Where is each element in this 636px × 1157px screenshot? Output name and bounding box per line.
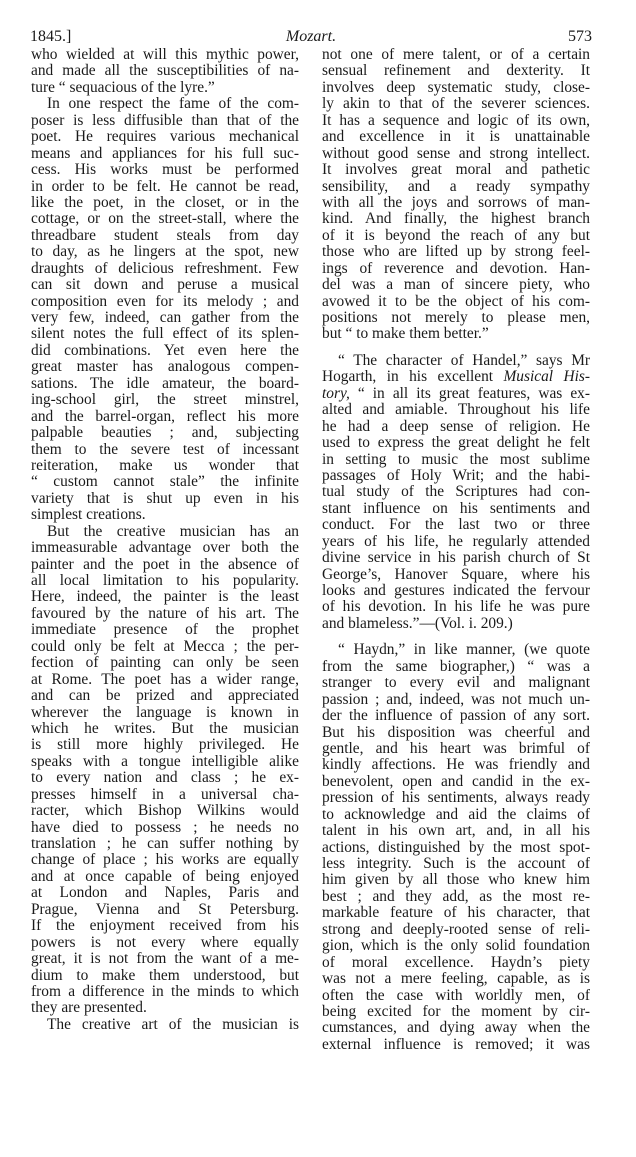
text-line (31, 162, 299, 178)
line-text: cess. His works must be performed (31, 161, 299, 179)
text-line (31, 705, 299, 721)
line-text: passion ; and, indeed, was not much un- (322, 690, 590, 708)
italic-title: Musical His- (503, 368, 591, 386)
line-text: poser is less diffusible than that of the (31, 111, 299, 129)
text-line (322, 988, 590, 1004)
text-line (322, 1037, 590, 1053)
line-text: could only be felt at Mecca ; the per- (31, 637, 299, 655)
line-text: of his devotion. In his life he was pure (322, 598, 590, 616)
text-line (322, 353, 590, 369)
line-text: But the creative musician has an (47, 522, 299, 540)
text-line (31, 294, 299, 310)
text-line (31, 146, 299, 162)
italic-title: tory, (322, 384, 350, 402)
line-text: and can be prized and appreciated (31, 687, 299, 705)
header-title: Mozart. (285, 28, 337, 45)
line-text: tual study of the Scriptures had con- (322, 483, 590, 501)
line-text: dium to make them understood, but (31, 966, 299, 984)
text-line (322, 277, 590, 293)
line-text: talent in his own art, and, in all his (322, 822, 590, 840)
line-text: But his disposition was cheerful and (322, 723, 590, 741)
line-text: often the case with worldly men, of (322, 986, 590, 1004)
text-line (31, 507, 299, 523)
text-line (322, 807, 590, 823)
paragraph-music-study (322, 47, 590, 343)
line-text: ly akin to that of the severer sciences. (322, 95, 590, 113)
text-line (322, 294, 590, 310)
line-text: Prague, Vienna and St Petersburg. (31, 900, 299, 918)
line-text: those who are lifted up by strong feel- (322, 243, 590, 261)
text-line (31, 343, 299, 359)
line-text: great master has analogous compen- (31, 358, 299, 376)
line-text: George’s, Hanover Square, where his (322, 565, 590, 583)
text-line (31, 425, 299, 441)
text-line (31, 96, 299, 112)
line-text: simplest creations. (31, 506, 146, 524)
line-text: stant influence on his sentiments and (322, 499, 590, 517)
text-line (322, 1004, 590, 1020)
line-text: ings of reverence and devotion. Han- (322, 259, 590, 277)
line-text: years of his life, he regularly attended (322, 532, 590, 550)
quote-handel (322, 353, 590, 632)
text-line (31, 524, 299, 540)
text-line (31, 885, 299, 901)
line-text: presses himself in a universal cha- (31, 785, 299, 803)
line-text: “ The character of Handel,” says Mr (338, 351, 590, 369)
text-line (31, 672, 299, 688)
line-text: palpable beauties ; and, subjecting (31, 424, 299, 442)
line-text: gentle, and his heart was brimful of (322, 739, 590, 757)
text-line (322, 840, 590, 856)
text-line (322, 823, 590, 839)
text-line (322, 195, 590, 211)
line-text: means and appliances for his full suc- (31, 144, 299, 162)
text-line (31, 984, 299, 1000)
text-line (31, 820, 299, 836)
text-line (322, 501, 590, 517)
text-line (31, 639, 299, 655)
text-line (322, 228, 590, 244)
text-line (322, 725, 590, 741)
line-text: he had a deep sense of religion. He (322, 417, 590, 435)
text-line (322, 452, 590, 468)
text-line (322, 261, 590, 277)
line-text: can sit down and peruse a musical (31, 276, 299, 294)
line-text: involves deep systematic study, close- (322, 78, 590, 96)
line-text: immediate presence of the prophet (31, 621, 299, 639)
line-text: in order to be felt. He cannot be read, (31, 177, 299, 195)
text-line (322, 47, 590, 63)
line-text: “ in all its great features, was ex- (349, 384, 590, 402)
header-year: 1845.] (30, 28, 72, 45)
text-line (322, 583, 590, 599)
text-line (31, 968, 299, 984)
line-text: actions, distinguished by the most spot- (322, 838, 590, 856)
line-text: threadbare student steals from day (31, 226, 299, 244)
line-text: Hogarth, in his excellent (322, 368, 504, 386)
running-header (30, 28, 592, 48)
text-line (31, 458, 299, 474)
text-line (322, 113, 590, 129)
text-line (31, 918, 299, 934)
line-text: racter, which Bishop Wilkins would (31, 802, 299, 820)
line-text: fection of painting can only be seen (31, 654, 299, 672)
line-text: avowed it to be the object of his com- (322, 292, 590, 310)
line-text: stranger to every evil and malignant (322, 674, 590, 692)
text-line (31, 442, 299, 458)
line-text: markable feature of his character, that (322, 904, 590, 922)
line-text: speaks with a tongue intelligible alike (31, 752, 299, 770)
text-line (322, 386, 590, 402)
text-line (322, 129, 590, 145)
text-line (322, 741, 590, 757)
text-line (31, 770, 299, 786)
line-text: alted and amiable. Throughout his life (322, 401, 590, 419)
text-line (31, 63, 299, 79)
text-line (322, 310, 590, 326)
line-text: him given by all those who knew him (322, 871, 590, 889)
text-line (31, 195, 299, 211)
text-line (322, 938, 590, 954)
line-text: It involves great moral and pathetic (322, 161, 590, 179)
text-line (31, 754, 299, 770)
text-line (31, 211, 299, 227)
text-line (322, 692, 590, 708)
text-line (322, 708, 590, 724)
text-line (322, 905, 590, 921)
line-text: poet. He requires various mechanical (31, 128, 299, 146)
text-line (322, 757, 590, 773)
text-line (322, 955, 590, 971)
line-text: very few, indeed, can gather from the (31, 309, 299, 326)
text-line (322, 856, 590, 872)
text-line (31, 902, 299, 918)
text-line (31, 557, 299, 573)
text-line (322, 1020, 590, 1036)
text-line (322, 80, 590, 96)
text-line (31, 474, 299, 490)
text-line (31, 409, 299, 425)
text-line (31, 179, 299, 195)
text-line (322, 889, 590, 905)
text-line (31, 573, 299, 589)
line-text: have died to possess ; he needs no (31, 818, 299, 836)
line-text: sations. The idle amateur, the board- (31, 374, 299, 392)
left-column (31, 47, 299, 1033)
text-line (322, 96, 590, 112)
line-text: variety that is shut up even in his (31, 489, 299, 507)
line-text: of it is beyond the reach of any but (322, 226, 590, 244)
line-text: who wielded at will this mythic power, (31, 46, 299, 63)
line-text: It has a sequence and logic of its own, (322, 111, 590, 129)
text-line (31, 951, 299, 967)
line-text: positions not merely to please men, (322, 309, 590, 326)
line-text: draughts of delicious refreshment. Few (31, 259, 299, 277)
line-text: pression of his sentiments, always ready (322, 789, 590, 807)
text-line (31, 129, 299, 145)
text-line (31, 491, 299, 507)
text-line (31, 655, 299, 671)
line-text: wherever the language is known in (31, 703, 299, 721)
line-text: not one of mere talent, or of a certain (322, 46, 590, 63)
text-line (322, 179, 590, 195)
line-text: composition even for its melody ; and (31, 292, 299, 310)
line-text: ing-school girl, the street minstrel, (31, 391, 299, 409)
text-line (31, 228, 299, 244)
line-text: from a difference in the minds to which (31, 982, 299, 1000)
text-line (31, 376, 299, 392)
text-line (31, 392, 299, 408)
line-text: all local limitation to his popularity. (31, 572, 299, 589)
line-text: If the enjoyment received from his (31, 917, 299, 935)
line-text: is still more highly privileged. He (31, 736, 299, 754)
line-text: favoured by the nature of his art. The (31, 604, 299, 622)
line-text: painter and the poet in the absence of (31, 555, 299, 573)
line-text: gion, which is the only solid foundation (322, 937, 590, 955)
text-line (31, 80, 299, 96)
line-text: like the poet, in the closet, or in the (31, 193, 299, 211)
text-line (31, 326, 299, 342)
line-text: powers is not every where equally (31, 933, 299, 951)
text-line (31, 1017, 299, 1033)
line-text: The creative art of the musician is (47, 1015, 299, 1033)
line-text: sensibility, and a ready sympathy (322, 177, 590, 195)
line-text: and excellence in it is unattainable (322, 128, 590, 146)
text-line (322, 922, 590, 938)
text-line (322, 435, 590, 451)
text-line (322, 971, 590, 987)
line-text: and blameless.”—(Vol. i. 209.) (322, 614, 513, 632)
text-line (322, 484, 590, 500)
text-line (322, 642, 590, 658)
text-line (31, 277, 299, 293)
line-text: did combinations. Yet even here the (31, 341, 299, 359)
text-line (322, 244, 590, 260)
text-line (31, 359, 299, 375)
text-line (322, 468, 590, 484)
line-text: silent notes the full effect of its splen- (31, 325, 299, 343)
text-line (322, 872, 590, 888)
line-text: reiteration, make us wonder that (31, 456, 299, 474)
text-line (322, 675, 590, 691)
line-text: translation ; he can suffer nothing by (31, 835, 299, 852)
line-text: change of place ; his works are equally (31, 851, 299, 869)
line-text: them to the severe test of incessant (31, 440, 299, 458)
line-text: immeasurable advantage over both the (31, 539, 299, 557)
line-text: and the barrel-organ, reflect his more (31, 407, 299, 425)
line-text: cottage, or on the street-stall, where the (31, 210, 299, 228)
text-line (31, 935, 299, 951)
line-text: and at once capable of being enjoyed (31, 867, 299, 885)
line-text: great, it is not from the want of a me- (31, 950, 299, 968)
text-line (322, 211, 590, 227)
text-line (322, 790, 590, 806)
text-line (322, 534, 590, 550)
line-text: but “ to make them better.” (322, 325, 489, 343)
line-text: at Rome. The poet has a wider range, (31, 670, 299, 688)
text-line (322, 146, 590, 162)
line-text: was not a mere feeling, capable, as is (322, 970, 590, 988)
text-line (31, 47, 299, 63)
text-line (31, 540, 299, 556)
line-text: kind. And finally, the highest branch (322, 210, 590, 228)
line-text: to every nation and class ; he ex- (31, 769, 299, 787)
line-text: looks and gestures indicated the fervour (322, 582, 590, 599)
line-text: cumstances, and dying away when the (322, 1019, 590, 1037)
line-text: which he writes. But the musician (31, 719, 299, 737)
text-line (322, 616, 590, 632)
line-text: to acknowledge and aid the claims of (322, 805, 590, 823)
line-text: der the influence of passion of any sort. (322, 707, 590, 725)
text-line (31, 737, 299, 753)
text-line (31, 606, 299, 622)
right-column (322, 47, 590, 1053)
line-text: Here, indeed, the painter is the least (31, 588, 299, 606)
text-line (31, 589, 299, 605)
line-text: sensual refinement and dexterity. It (322, 62, 590, 80)
text-line (31, 836, 299, 852)
line-text: In one respect the fame of the com- (47, 95, 299, 113)
text-line (31, 622, 299, 638)
line-text: external influence is removed; it was (322, 1035, 590, 1053)
line-text: strong and deeply-rooted sense of reli- (322, 920, 590, 938)
text-line (322, 162, 590, 178)
text-line (31, 310, 299, 326)
line-text: used to express the great delight he felt (322, 434, 590, 452)
text-line (322, 369, 590, 385)
text-line (322, 419, 590, 435)
text-line (31, 113, 299, 129)
line-text: conduct. For the last two or three (322, 516, 590, 534)
text-line (322, 659, 590, 675)
text-line (31, 721, 299, 737)
text-line (31, 688, 299, 704)
quote-haydn (322, 642, 590, 1053)
line-text: best ; and they add, as the most re- (322, 887, 590, 905)
line-text: “ Haydn,” in like manner, (we quote (338, 641, 590, 659)
line-text: in setting to music the most sublime (322, 450, 590, 468)
line-text: from the same biographer,) “ was a (322, 657, 590, 675)
text-line (31, 244, 299, 260)
text-line (31, 803, 299, 819)
text-line (31, 852, 299, 868)
text-line (31, 787, 299, 803)
text-line (322, 402, 590, 418)
line-text: and made all the susceptibilities of na- (31, 62, 299, 80)
text-line (31, 869, 299, 885)
line-text: less integrity. Such is the account of (322, 855, 590, 872)
line-text: “ custom cannot stale” the infinite (31, 473, 299, 491)
line-text: without good sense and strong intellect. (322, 144, 590, 162)
line-text: passages of Holy Writ; and the habi- (322, 466, 590, 484)
line-text: they are presented. (31, 999, 147, 1017)
text-line (31, 1000, 299, 1016)
text-line (322, 774, 590, 790)
text-line (322, 326, 590, 342)
text-line (322, 567, 590, 583)
text-line (322, 63, 590, 79)
line-text: of moral excellence. Haydn’s piety (322, 953, 590, 971)
line-text: ture “ sequacious of the lyre.” (31, 78, 215, 96)
line-text: to day, as he lingers at the spot, new (31, 243, 299, 261)
line-text: del was a man of sincere piety, who (322, 276, 590, 294)
line-text: benevolent, open and candid in the ex- (322, 772, 590, 790)
line-text: at London and Naples, Paris and (31, 884, 299, 902)
line-text: kindly affections. He was friendly and (322, 756, 590, 774)
text-line (322, 550, 590, 566)
text-line (322, 599, 590, 615)
page-number: 573 (568, 28, 592, 45)
line-text: with all the joys and sorrows of man- (322, 193, 590, 211)
text-line (31, 261, 299, 277)
line-text: divine service in his parish church of St (322, 549, 590, 567)
text-line (322, 517, 590, 533)
line-text: being excited for the moment by cir- (322, 1002, 590, 1020)
